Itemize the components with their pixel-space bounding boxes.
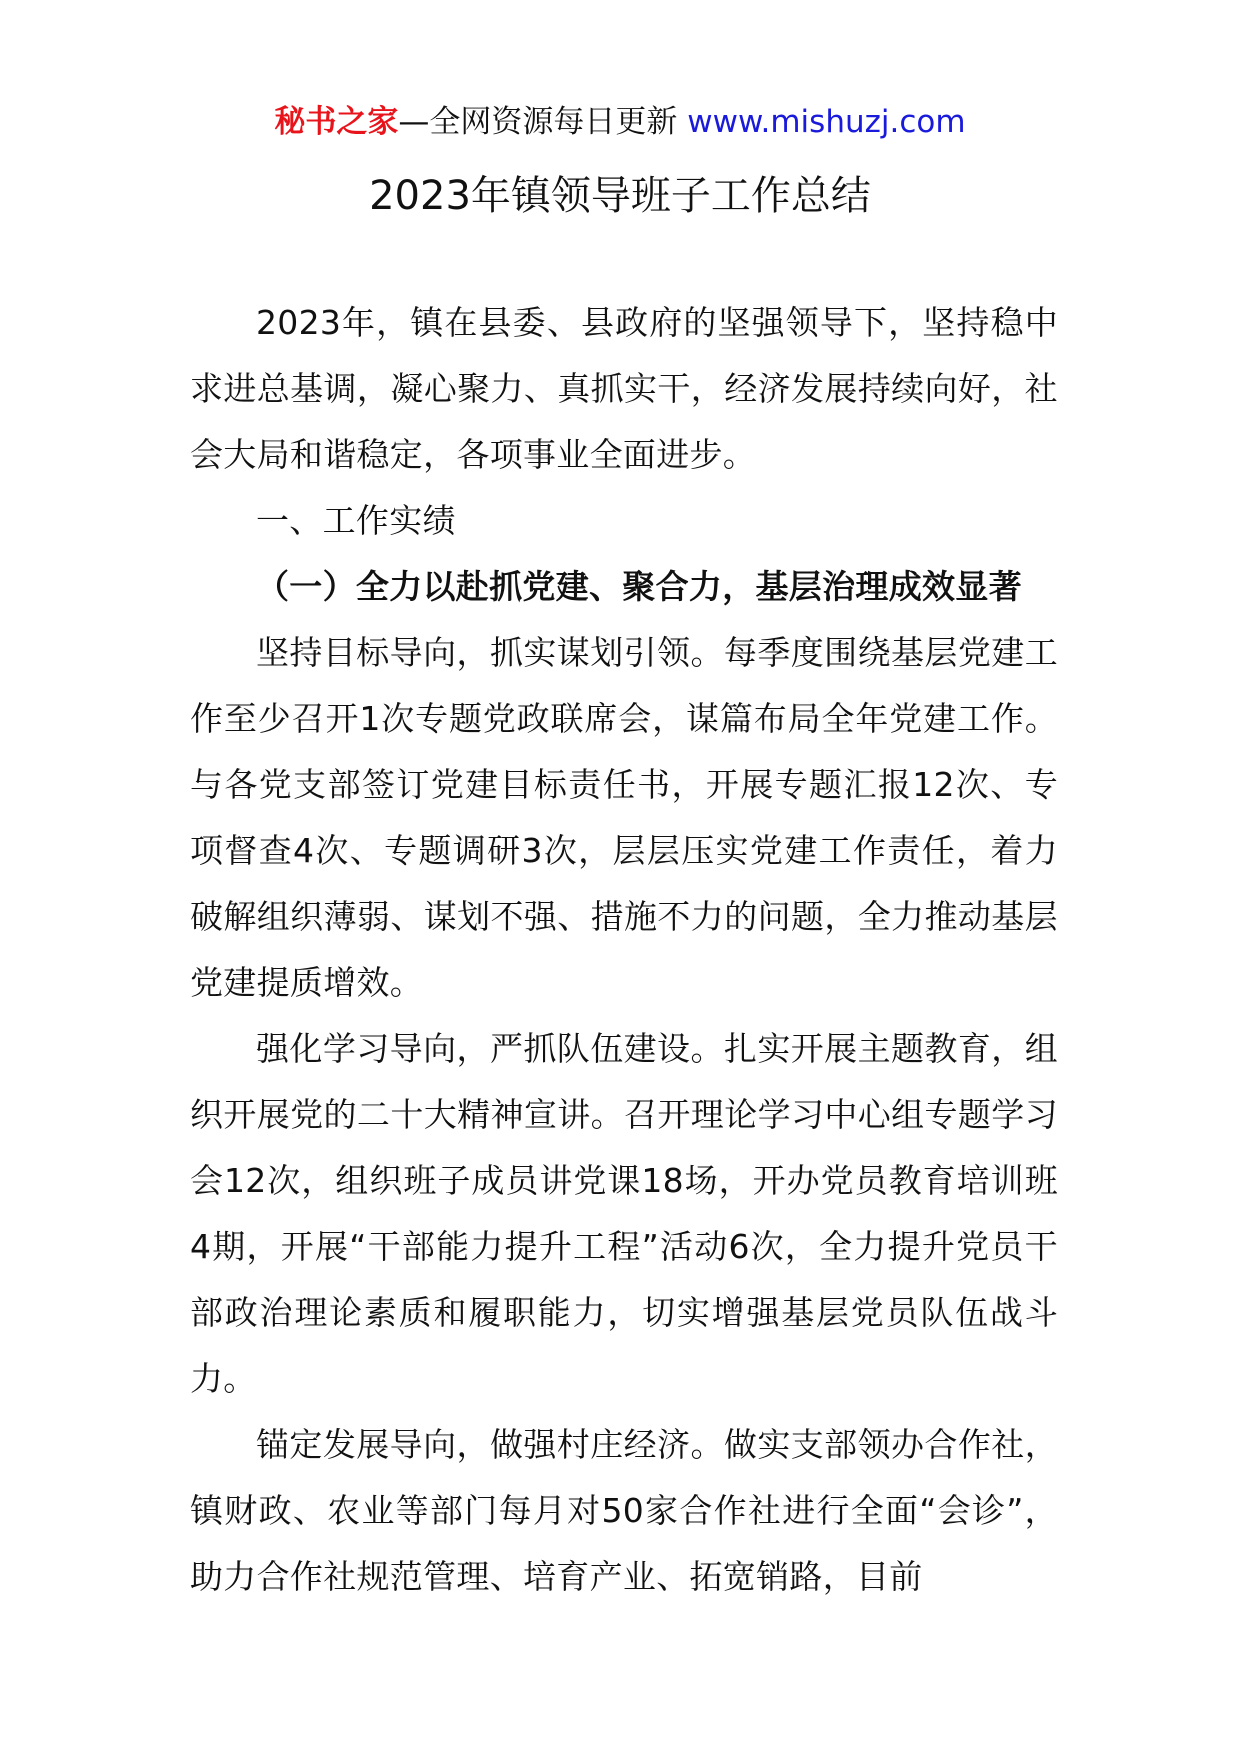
document-body — [190, 290, 1058, 1610]
body-paragraph: 坚持目标导向，抓实谋划引领。每季度围绕基层党建工作至少召开1次专题党政联席会，谋篇布局全年党建工作。与各党支部签订党建目标责任书，开展专题汇报12次、专项督查4次、专题调研3次，层层压实党建工作责任，着力破解组织薄弱、谋划不强、措施不力的问题，全力推动基层党建提质增效。 — [190, 633, 1058, 1002]
header-url[interactable]: www.mishuzj.com — [687, 104, 966, 140]
body-paragraph: 强化学习导向，严抓队伍建设。扎实开展主题教育，组织开展党的二十大精神宣讲。召开理论学习中心组专题学习会12次，组织班子成员讲党课18场，开办党员教育培训班4期，开展“干部能力提升工程”活动6次，全力提升党员干部政治理论素质和履职能力，切实增强基层党员队伍战斗力。 — [190, 1029, 1058, 1398]
site-header — [0, 100, 1240, 144]
section-heading: 一、工作实绩 — [256, 501, 456, 540]
intro-paragraph: 2023年，镇在县委、县政府的坚强领导下，坚持稳中求进总基调，凝心聚力、真抓实干，经济发展持续向好，社会大局和谐稳定，各项事业全面进步。 — [190, 303, 1058, 474]
subsection-heading: （一）全力以赴抓党建、聚合力，基层治理成效显著 — [256, 567, 1022, 606]
brand-name: 秘书之家 — [274, 104, 399, 140]
body-paragraph: 锚定发展导向，做强村庄经济。做实支部领办合作社，镇财政、农业等部门每月对50家合作社进行全面“会诊”，助力合作社规范管理、培育产业、拓宽销路，目前 — [190, 1425, 1058, 1596]
document-title: 2023年镇领导班子工作总结 — [369, 173, 871, 219]
header-tagline: —全网资源每日更新 — [398, 104, 688, 140]
